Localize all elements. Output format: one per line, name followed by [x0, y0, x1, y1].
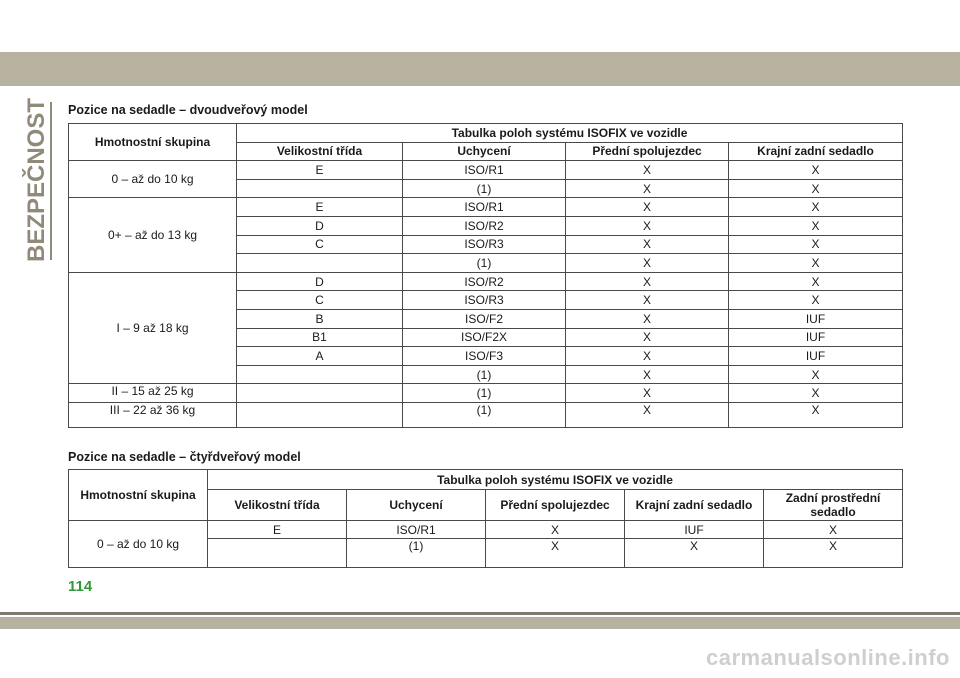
table-cell: X [729, 179, 903, 198]
header-table-title: Tabulka poloh systému ISOFIX ve vozidle [237, 124, 903, 143]
table-row [69, 384, 903, 403]
weight-group-cell: 0 – až do 10 kg [69, 521, 208, 568]
table-cell: X [566, 216, 729, 235]
table-cell: X [729, 161, 903, 180]
top-band [0, 52, 960, 86]
side-title-underline [50, 102, 52, 260]
weight-group-cell: II – 15 až 25 kg [69, 384, 237, 403]
table-cell: X [764, 539, 903, 568]
table-cell: X [625, 539, 764, 568]
table-cell: A [237, 347, 403, 366]
bottom-rule [0, 612, 960, 615]
section2-title: Pozice na sedadle – čtyřdveřový model [68, 450, 301, 464]
table-cell: C [237, 235, 403, 254]
table-cell [237, 384, 403, 403]
table-cell: ISO/R1 [403, 198, 566, 217]
header-front-passenger: Přední spolujezdec [486, 490, 625, 521]
table-cell: (1) [403, 179, 566, 198]
table-cell: X [566, 328, 729, 347]
table-cell: ISO/R2 [403, 272, 566, 291]
table-cell: B [237, 309, 403, 328]
header-front-passenger: Přední spolujezdec [566, 142, 729, 161]
table-cell: E [208, 521, 347, 539]
table-cell: X [566, 384, 729, 403]
table-cell: X [764, 521, 903, 539]
section1-title: Pozice na sedadle – dvoudveřový model [68, 103, 308, 117]
bottom-band [0, 617, 960, 629]
table-cell: B1 [237, 328, 403, 347]
isofix-table-four-door [68, 469, 903, 568]
header-weight-group: Hmotnostní skupina [69, 470, 208, 521]
table-cell: ISO/F2 [403, 309, 566, 328]
table-cell: X [729, 272, 903, 291]
table-cell: X [486, 521, 625, 539]
table-row [69, 521, 903, 539]
table-cell: X [566, 309, 729, 328]
weight-group-cell: 0 – až do 10 kg [69, 161, 237, 198]
table-cell: (1) [403, 365, 566, 384]
weight-group-cell: I – 9 až 18 kg [69, 272, 237, 384]
table-cell: IUF [729, 328, 903, 347]
table-cell: X [566, 272, 729, 291]
table-cell: X [566, 198, 729, 217]
table-cell [237, 402, 403, 427]
header-size-class: Velikostní třída [237, 142, 403, 161]
header-outer-rear-seat: Krajní zadní sedadlo [729, 142, 903, 161]
table-cell: X [729, 402, 903, 427]
table-cell: ISO/F3 [403, 347, 566, 366]
table-cell: IUF [729, 309, 903, 328]
table-cell: X [566, 402, 729, 427]
table-cell: (1) [347, 539, 486, 568]
table-cell: IUF [625, 521, 764, 539]
weight-group-cell: III – 22 až 36 kg [69, 402, 237, 427]
table-row [69, 198, 903, 217]
table-cell: D [237, 216, 403, 235]
table-cell [208, 539, 347, 568]
table-cell: X [566, 179, 729, 198]
table-cell: X [729, 235, 903, 254]
side-title-text: BEZPEČNOST [23, 97, 50, 262]
table-cell: (1) [403, 402, 566, 427]
header-fixture: Uchycení [403, 142, 566, 161]
table-cell: IUF [729, 347, 903, 366]
table-cell: X [729, 198, 903, 217]
table-cell: ISO/R1 [347, 521, 486, 539]
table-cell: X [566, 365, 729, 384]
table-cell: ISO/F2X [403, 328, 566, 347]
table-cell: X [566, 161, 729, 180]
table-body [69, 161, 903, 428]
section-side-title [22, 97, 52, 262]
table-cell: X [566, 291, 729, 310]
table-cell: E [237, 198, 403, 217]
table-cell: X [729, 384, 903, 403]
table-cell: C [237, 291, 403, 310]
header-middle-rear-seat: Zadní prostřední sedadlo [764, 490, 903, 521]
table-row [69, 272, 903, 291]
table-cell: (1) [403, 384, 566, 403]
table-row [69, 161, 903, 180]
header-outer-rear-seat: Krajní zadní sedadlo [625, 490, 764, 521]
header-table-title: Tabulka poloh systému ISOFIX ve vozidle [208, 470, 903, 490]
table-cell: X [566, 254, 729, 273]
table-row [69, 402, 903, 427]
table-cell [237, 179, 403, 198]
isofix-table-two-door [68, 123, 903, 428]
table-cell: X [566, 347, 729, 366]
table-cell: X [486, 539, 625, 568]
table-cell: (1) [403, 254, 566, 273]
table-cell: X [729, 216, 903, 235]
table-cell: X [729, 291, 903, 310]
table-cell: X [729, 365, 903, 384]
table-cell: X [729, 254, 903, 273]
table-cell: X [566, 235, 729, 254]
table-cell: E [237, 161, 403, 180]
table-cell: ISO/R2 [403, 216, 566, 235]
table-body [69, 521, 903, 568]
table-cell: ISO/R1 [403, 161, 566, 180]
table-cell: ISO/R3 [403, 235, 566, 254]
header-weight-group: Hmotnostní skupina [69, 124, 237, 161]
header-size-class: Velikostní třída [208, 490, 347, 521]
page-number: 114 [68, 578, 93, 595]
table-cell [237, 365, 403, 384]
watermark-text: carmanualsonline.info [706, 645, 950, 670]
table-cell: D [237, 272, 403, 291]
table-cell [237, 254, 403, 273]
header-fixture: Uchycení [347, 490, 486, 521]
weight-group-cell: 0+ – až do 13 kg [69, 198, 237, 272]
table-cell: ISO/R3 [403, 291, 566, 310]
